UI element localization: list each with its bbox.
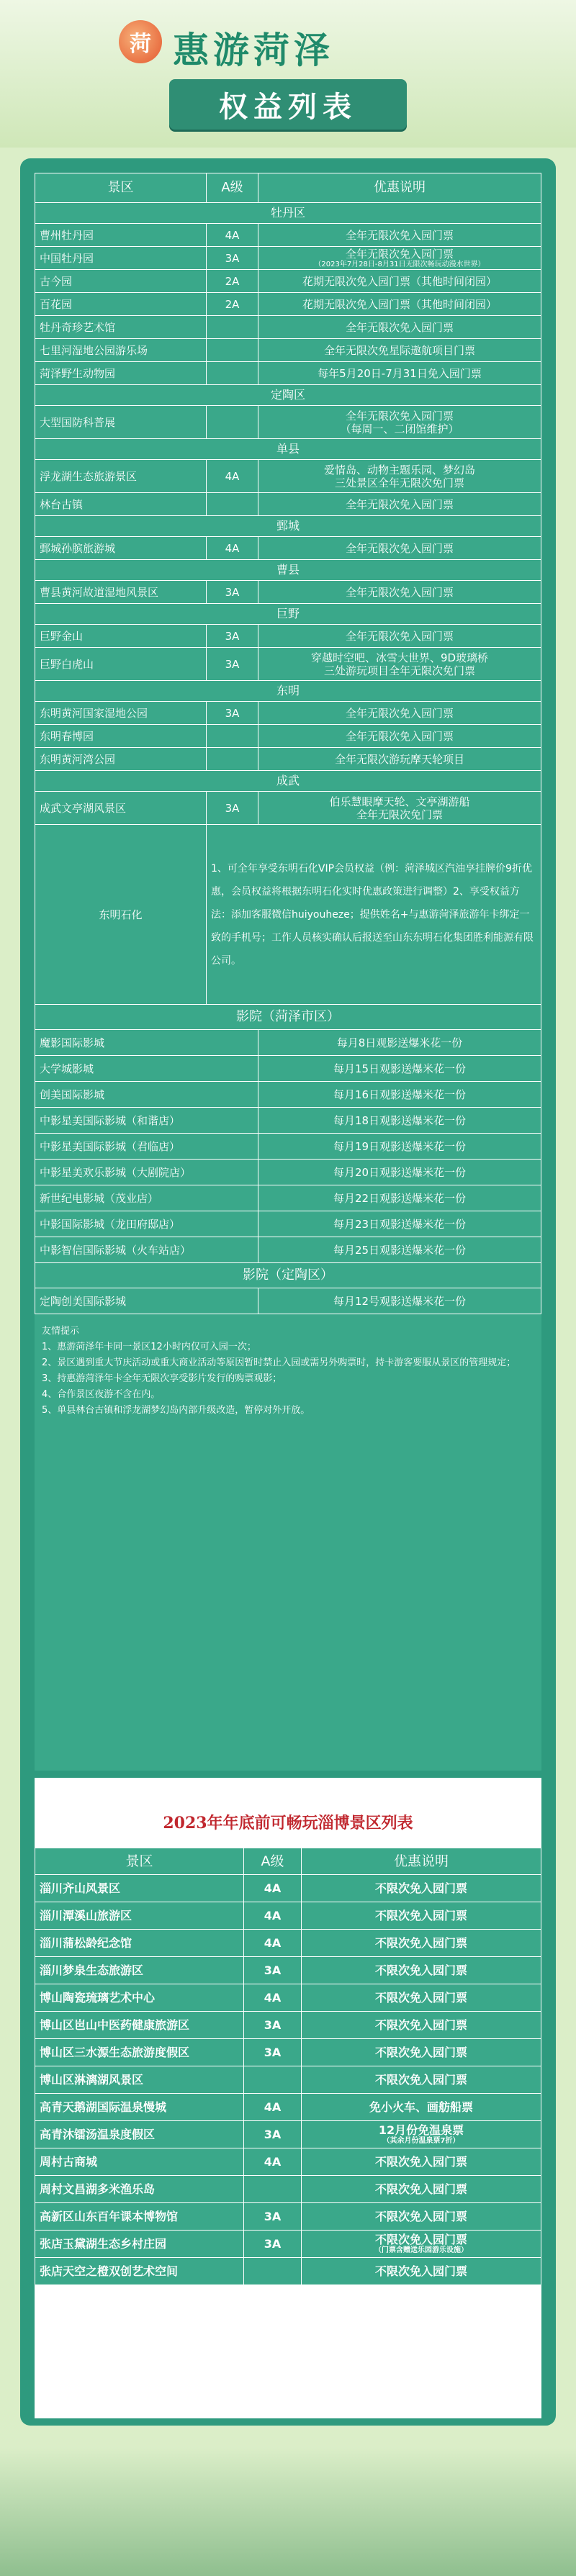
benefit-text: 花期无限次免入园门票（其他时间闭园）: [302, 274, 497, 288]
benefit-text: 不限次免入园门票: [374, 2017, 467, 2032]
table-row: [35, 2121, 541, 2148]
benefits-sheet: [35, 173, 541, 1771]
site-name: 博山陶瓷琉璃艺术中心: [35, 1984, 244, 2012]
section-label: 巨野: [35, 604, 541, 625]
benefit-text: 全年无限次免入园门票: [345, 729, 454, 743]
benefit-text: 不限次免入园门票: [374, 2072, 467, 2087]
site-grade: 3A: [244, 2039, 302, 2066]
site-benefit: [302, 2039, 541, 2066]
table-row: [35, 247, 541, 270]
site-name: 鄄城孙膑旅游城: [35, 537, 207, 560]
cinema-row: [35, 1108, 541, 1134]
site-grade: 4A: [207, 537, 258, 560]
table-row: [35, 2039, 541, 2066]
site-name: 高新区山东百年课本博物馆: [35, 2203, 244, 2231]
benefit-text: 花期无限次免入园门票（其他时间闭园）: [302, 297, 497, 311]
table-row: [35, 725, 541, 748]
header-banner: [0, 0, 576, 148]
site-benefit: [302, 1957, 541, 1984]
zibo-col-site: 景区: [35, 1848, 244, 1875]
benefit-text: 全年无限次免入园门票: [345, 706, 454, 720]
section-label: 牡丹区: [35, 203, 541, 224]
zibo-title: 2023年年底前可畅玩淄博景区列表: [163, 1814, 413, 1832]
benefit-text: 不限次免入园门票: [374, 2182, 467, 2196]
site-benefit: [258, 362, 541, 385]
site-name: 周村古商城: [35, 2148, 244, 2176]
section-row: [35, 439, 541, 460]
site-name: 博山区淋漓湖风景区: [35, 2066, 244, 2094]
benefit-text: 不限次免入园门票: [374, 1935, 467, 1950]
table-row: [35, 748, 541, 771]
table-row: [35, 648, 541, 681]
table-row: [35, 2258, 541, 2285]
site-grade: [207, 725, 258, 748]
site-name: 大型国防科普展: [35, 406, 207, 439]
site-grade: 4A: [207, 224, 258, 247]
cinema-row: [35, 1185, 541, 1211]
tip-item: 4、合作景区夜游不含在内。: [42, 1389, 161, 1400]
tip-item: 2、景区遇到重大节庆活动或重大商业活动等原因暂时禁止入园或需另外购票时，持卡游客要服从景区的管理规定；: [42, 1357, 516, 1368]
site-benefit: [302, 1902, 541, 1930]
site-name: 高青天鹅湖国际温泉慢城: [35, 2094, 244, 2121]
cinema-name: 中影国际影城（龙田府邸店）: [35, 1211, 258, 1237]
site-name: 张店天空之橙双创艺术空间: [35, 2258, 244, 2285]
site-grade: 4A: [244, 1875, 302, 1902]
zibo-table-body: [35, 1875, 541, 2285]
benefit-text: 不限次免入园门票: [374, 1990, 467, 2005]
cinema-row: [35, 1160, 541, 1185]
benefit-text: 不限次免入园门票: [374, 2209, 467, 2223]
benefit-text: 爱情岛、动物主题乐园、梦幻岛: [323, 463, 475, 476]
site-benefit: [258, 460, 541, 493]
tip-item: 3、持惠游菏泽年卡全年无限次享受影片发行的购票观影；: [42, 1373, 282, 1384]
zibo-col-grade: A级: [244, 1848, 302, 1875]
table-row: [35, 1930, 541, 1957]
benefit-text: 不限次免入园门票: [374, 2045, 467, 2059]
site-name: 巨野金山: [35, 625, 207, 648]
cinema-row: [35, 1237, 541, 1263]
site-name: 博山区三水源生态旅游度假区: [35, 2039, 244, 2066]
section-label: 影院（定陶区）: [35, 1263, 541, 1288]
table-row: [35, 1984, 541, 2012]
site-name: 东明石化: [35, 825, 207, 1005]
site-benefit: [302, 2176, 541, 2203]
site-benefit: [258, 702, 541, 725]
benefit-text: 全年无限次免入园门票: [345, 585, 454, 599]
site-grade: 3A: [244, 2203, 302, 2231]
site-grade: 2A: [207, 293, 258, 316]
site-name: 东明春博园: [35, 725, 207, 748]
cinema-name: 中影智信国际影城（火车站店）: [35, 1237, 258, 1263]
brand-title: 惠游菏泽: [173, 29, 334, 71]
site-grade: 3A: [207, 648, 258, 681]
table-row: [35, 2176, 541, 2203]
cinema-benefit: 每月22日观影送爆米花一份: [258, 1185, 541, 1211]
site-benefit: [258, 625, 541, 648]
benefit-text: 不限次免入园门票: [374, 2264, 467, 2278]
site-grade: 3A: [244, 2012, 302, 2039]
site-name: 东明黄河湾公园: [35, 748, 207, 771]
site-name: 成武文亭湖风景区: [35, 792, 207, 825]
benefit-note: 三处景区全年无限次免门票: [334, 476, 464, 489]
site-benefit: [258, 725, 541, 748]
table-row: [35, 1875, 541, 1902]
zibo-col-benefit: 优惠说明: [302, 1848, 541, 1875]
benefit-text: 伯乐慧眼摩天轮、文亭湖游船: [329, 795, 470, 808]
site-name: 百花园: [35, 293, 207, 316]
benefit-text: 12月份免温泉票: [378, 2123, 464, 2137]
site-benefit: [258, 493, 541, 516]
site-name: 周村文昌湖多米渔乐岛: [35, 2176, 244, 2203]
site-grade: [207, 316, 258, 339]
site-benefit: [258, 293, 541, 316]
benefit-text: 不限次免入园门票: [374, 2154, 467, 2169]
site-benefit: [258, 247, 541, 270]
section-row: [35, 681, 541, 702]
benefits-table-body: [35, 203, 541, 1314]
cinema-benefit: 每月19日观影送爆米花一份: [258, 1134, 541, 1160]
tips-box: [35, 1314, 541, 1418]
site-grade: [207, 748, 258, 771]
zibo-table: [35, 1848, 541, 2285]
site-grade: [244, 2066, 302, 2094]
cinema-row: [35, 1288, 541, 1314]
site-grade: 3A: [207, 247, 258, 270]
benefit-text: 全年无限次游玩摩天轮项目: [334, 752, 464, 766]
site-grade: 3A: [207, 702, 258, 725]
site-benefit: [302, 1984, 541, 2012]
section-row: [35, 516, 541, 537]
benefits-table: [35, 173, 541, 1314]
site-name: 博山区岜山中医药健康旅游区: [35, 2012, 244, 2039]
benefit-text: 不限次免入园门票: [374, 2233, 467, 2246]
table-row: [35, 2066, 541, 2094]
benefit-text: 全年无限次免入园门票: [345, 497, 454, 511]
benefit-text: 全年无限次免入园门票: [345, 629, 454, 643]
cinema-name: 定陶创美国际影城: [35, 1288, 258, 1314]
table-row: [35, 339, 541, 362]
cinema-benefit: 每月20日观影送爆米花一份: [258, 1160, 541, 1185]
site-grade: 3A: [244, 2231, 302, 2258]
site-benefit: [302, 2203, 541, 2231]
table-row: [35, 493, 541, 516]
table-row: [35, 581, 541, 604]
site-name: 牡丹奇珍艺术馆: [35, 316, 207, 339]
section-row: [35, 385, 541, 406]
section-row: [35, 771, 541, 792]
table-row: [35, 2012, 541, 2039]
table-row: [35, 702, 541, 725]
site-grade: 3A: [244, 2121, 302, 2148]
section-label: 影院（菏泽市区）: [35, 1005, 541, 1030]
section-row: [35, 1263, 541, 1288]
site-benefit: [258, 748, 541, 771]
site-benefit: [302, 2258, 541, 2285]
benefit-text: 全年无限次免入园门票: [345, 320, 454, 334]
cinema-benefit: 每月16日观影送爆米花一份: [258, 1082, 541, 1108]
cinema-benefit: 每月18日观影送爆米花一份: [258, 1108, 541, 1134]
table-row: [35, 2094, 541, 2121]
cinema-name: 中影星美欢乐影城（大剧院店）: [35, 1160, 258, 1185]
site-grade: 3A: [207, 625, 258, 648]
site-name: 张店玉黛湖生态乡村庄园: [35, 2231, 244, 2258]
tips-title: 友情提示: [42, 1326, 80, 1337]
site-benefit: [258, 270, 541, 293]
site-grade: 4A: [244, 1930, 302, 1957]
site-grade: [244, 2176, 302, 2203]
section-row: [35, 1005, 541, 1030]
site-grade: [244, 2258, 302, 2285]
table-row: [35, 825, 541, 1005]
site-name: 淄川梦泉生态旅游区: [35, 1957, 244, 1984]
cinema-benefit: 每月12号观影送爆米花一份: [258, 1288, 541, 1314]
cinema-name: 新世纪电影城（茂业店）: [35, 1185, 258, 1211]
site-name: 浮龙湖生态旅游景区: [35, 460, 207, 493]
table-row: [35, 2203, 541, 2231]
benefit-text: 穿越时空吧、冰雪大世界、9D玻璃桥: [310, 651, 489, 664]
site-grade: 4A: [244, 1902, 302, 1930]
site-grade: [207, 339, 258, 362]
benefit-text: 每年5月20日-7月31日免入园门票: [318, 366, 482, 380]
site-benefit: [258, 316, 541, 339]
tip-item: 5、单县林台古镇和浮龙湖梦幻岛内部升级改造，暂停对外开放。: [42, 1405, 310, 1416]
table-row: [35, 460, 541, 493]
benefit-text: 不限次免入园门票: [374, 1908, 467, 1922]
benefit-text: 全年无限次免入园门票: [345, 409, 454, 422]
zibo-sheet: [35, 1778, 541, 2418]
site-benefit: [258, 792, 541, 825]
site-name: 曹县黄河故道湿地风景区: [35, 581, 207, 604]
site-benefit: [258, 406, 541, 439]
table-row: [35, 362, 541, 385]
benefit-text: 全年无限次免入园门票: [345, 541, 454, 555]
site-name: 东明黄河国家湿地公园: [35, 702, 207, 725]
cinema-name: 大学城影城: [35, 1056, 258, 1082]
section-row: [35, 604, 541, 625]
site-name: 淄川齐山风景区: [35, 1875, 244, 1902]
site-benefit: [302, 1875, 541, 1902]
site-name: 七里河湿地公园游乐场: [35, 339, 207, 362]
site-benefit: [258, 581, 541, 604]
benefit-note: （其余月份温泉票7折）: [382, 2137, 460, 2145]
section-label: 单县: [35, 439, 541, 460]
site-benefit: [302, 2121, 541, 2148]
site-benefit: [302, 2094, 541, 2121]
table-row: [35, 1957, 541, 1984]
section-label: 东明: [35, 681, 541, 702]
site-name: 林台古镇: [35, 493, 207, 516]
site-name: 高青沐镭汤温泉度假区: [35, 2121, 244, 2148]
benefit-note: 全年无限次免门票: [356, 808, 443, 821]
site-grade: [207, 406, 258, 439]
site-grade: [207, 362, 258, 385]
section-label: 定陶区: [35, 385, 541, 406]
site-grade: [207, 493, 258, 516]
brand-logo: 菏: [119, 20, 162, 63]
cinema-name: 魔影国际影城: [35, 1030, 258, 1056]
site-grade: 3A: [207, 581, 258, 604]
site-grade: 4A: [244, 1984, 302, 2012]
site-name: 曹州牡丹园: [35, 224, 207, 247]
cinema-benefit: 每月8日观影送爆米花一份: [258, 1030, 541, 1056]
table-row: [35, 537, 541, 560]
cinema-name: 中影星美国际影城（和谐店）: [35, 1108, 258, 1134]
site-benefit: [302, 2012, 541, 2039]
cinema-benefit: 每月25日观影送爆米花一份: [258, 1237, 541, 1263]
site-grade: 2A: [207, 270, 258, 293]
tips-list: [42, 1340, 534, 1418]
site-benefit: [302, 2231, 541, 2258]
benefit-note: （每周一、二闭馆维护）: [340, 422, 459, 435]
table-row: [35, 406, 541, 439]
benefit-text: 免小火车、画舫船票: [369, 2100, 473, 2114]
table-row: [35, 224, 541, 247]
site-grade: 4A: [207, 460, 258, 493]
cinema-row: [35, 1134, 541, 1160]
site-grade: 3A: [244, 1957, 302, 1984]
table-row: [35, 1902, 541, 1930]
benefit-text: 全年无限次免入园门票: [345, 248, 454, 261]
site-name: 淄川潭溪山旅游区: [35, 1902, 244, 1930]
site-name: 菏泽野生动物园: [35, 362, 207, 385]
site-benefit: 1、可全年享受东明石化VIP会员权益（例：菏泽城区汽油享挂牌价9折优惠，会员权益将根据东明石化实时优惠政策进行调整）2、享受权益方法：添加客服微信huiyouheze；提供姓名+与惠游菏泽旅游年卡绑定一致的手机号；工作人员核实确认后报送至山东东明石化集团胜利能源有限公司。: [207, 825, 541, 1005]
section-label: 曹县: [35, 560, 541, 581]
cinema-benefit: 每月15日观影送爆米花一份: [258, 1056, 541, 1082]
site-benefit: [258, 224, 541, 247]
cinema-row: [35, 1211, 541, 1237]
table-row: [35, 625, 541, 648]
table-row: [35, 792, 541, 825]
table-row: [35, 2231, 541, 2258]
table-row: [35, 2148, 541, 2176]
table-row: [35, 293, 541, 316]
site-benefit: [302, 2148, 541, 2176]
site-grade: 4A: [244, 2148, 302, 2176]
col-header-site: 景区: [35, 173, 207, 203]
benefit-note: 三处游玩项目全年无限次免门票: [323, 664, 475, 677]
benefit-note: （2023年7月28日-8月31日无限次畅玩动漫水世界）: [314, 261, 485, 268]
cinema-name: 创美国际影城: [35, 1082, 258, 1108]
page-title: 权益列表: [169, 79, 407, 130]
section-row: [35, 560, 541, 581]
table-row: [35, 316, 541, 339]
site-benefit: [258, 537, 541, 560]
benefit-text: 不限次免入园门票: [374, 1963, 467, 1977]
site-benefit: [302, 1930, 541, 1957]
site-grade: 3A: [207, 792, 258, 825]
site-benefit: [302, 2066, 541, 2094]
site-name: 淄川蒲松龄纪念馆: [35, 1930, 244, 1957]
site-grade: 4A: [244, 2094, 302, 2121]
site-benefit: [258, 648, 541, 681]
footer-scenery: [0, 2447, 576, 2576]
table-row: [35, 270, 541, 293]
site-name: 巨野白虎山: [35, 648, 207, 681]
tip-item: 1、惠游菏泽年卡同一景区12小时内仅可入园一次；: [42, 1342, 256, 1352]
section-row: [35, 203, 541, 224]
benefit-text: 全年无限次免星际遨航项目门票: [323, 343, 475, 357]
cinema-benefit: 每月23日观影送爆米花一份: [258, 1211, 541, 1237]
cinema-row: [35, 1030, 541, 1056]
section-label: 成武: [35, 771, 541, 792]
section-label: 鄄城: [35, 516, 541, 537]
benefit-text: 不限次免入园门票: [374, 1881, 467, 1895]
col-header-grade: A级: [207, 173, 258, 203]
site-name: 中国牡丹园: [35, 247, 207, 270]
benefit-text: 全年无限次免入园门票: [345, 228, 454, 242]
cinema-row: [35, 1056, 541, 1082]
cinema-row: [35, 1082, 541, 1108]
benefit-note: （门票含赠送乐园游乐设施）: [374, 2246, 468, 2254]
cinema-name: 中影星美国际影城（君临店）: [35, 1134, 258, 1160]
col-header-benefit: 优惠说明: [258, 173, 541, 203]
site-name: 古今园: [35, 270, 207, 293]
site-benefit: [258, 339, 541, 362]
